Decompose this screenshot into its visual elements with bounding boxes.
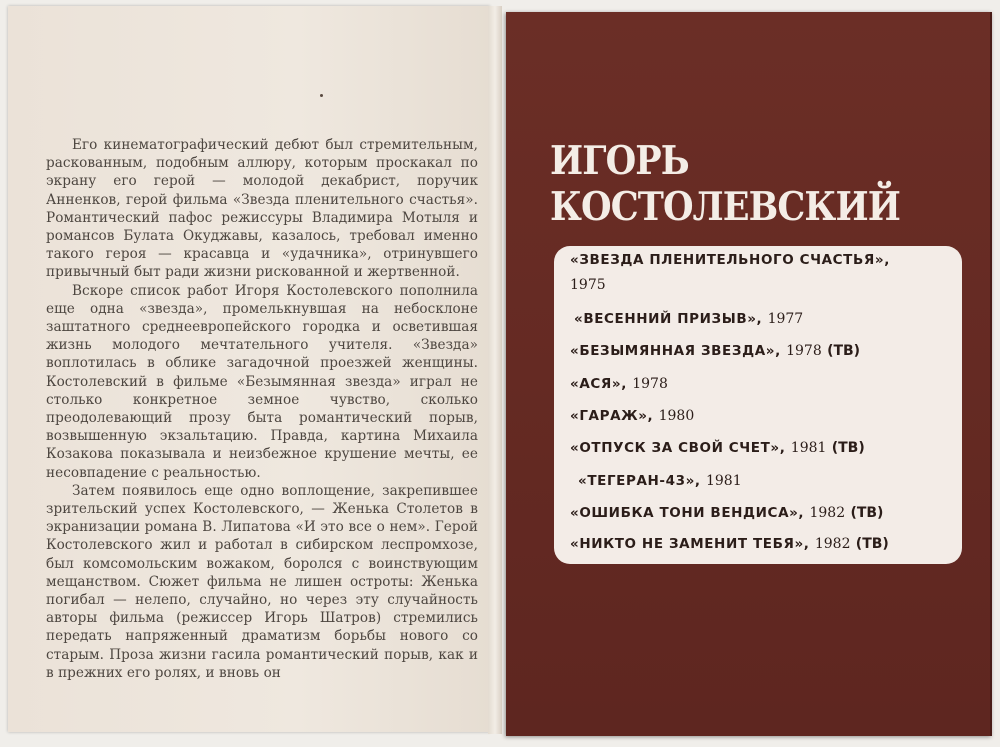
film-year: 1980: [658, 408, 695, 424]
film-item: [570, 536, 889, 552]
film-item: [570, 376, 668, 392]
left-page: [8, 6, 490, 732]
film-item: [570, 252, 890, 268]
film-year: 1978: [632, 376, 668, 392]
film-year: 1975: [570, 277, 606, 293]
film-year: 1982: [809, 505, 846, 521]
film-title: «АСЯ»,: [570, 376, 627, 392]
film-title: «ВЕСЕННИЙ ПРИЗЫВ»,: [574, 311, 763, 327]
film-year: 1981: [790, 440, 827, 456]
film-title: «ОТПУСК ЗА СВОЙ СЧЕТ»,: [570, 440, 786, 456]
film-title: «ОШИБКА ТОНИ ВЕНДИСА»,: [570, 505, 805, 521]
film-title: «ЗВЕЗДА ПЛЕНИТЕЛЬНОГО СЧАСТЬЯ»,: [570, 252, 890, 268]
film-item: [570, 505, 883, 521]
ink-speck: [320, 94, 323, 97]
film-item: [578, 473, 742, 489]
film-title: «ГАРАЖ»,: [570, 408, 654, 424]
cover-page: [506, 12, 992, 736]
paragraph-2: Вскоре список работ Игоря Костолевского пополнила еще одна «звезда», промелькнувшая на небосклоне заштатного среднеевропейского городка и осветившая жизнь молодого мечтательного учителя. «Звезда» воплотилась в облике загадочной проезжей женщины. Костолевский в фильме «Безымянная звезда» играл не столько конкретное земное чувство, сколько преодолевающий прозу быта романтический порыв, возвышенную экзальтацию. Правда, картина Михаила Козакова показывала и неизбежное крушение мечты, ее несовпадение с реальностью.: [46, 282, 478, 481]
paragraph-1: Его кинематографический дебют был стремительным, раскованным, подобным аллюру, которым проскакал по экрану его герой — молодой декабрист, поручик Анненков, герой фильма «Звезда пленительного счастья». Романтический пафос режиссуры Владимира Мотыля и романсов Булата Окуджавы, казалось, требовал именно такого героя — красавца и «удачника», отринувшего привычный быт ради жизни рискованной и жертвенной.: [46, 137, 478, 281]
cover-last-name: КОСТОЛЕВСКИЙ: [550, 184, 900, 230]
body-text: [46, 136, 478, 682]
film-year: 1978: [786, 343, 822, 359]
paragraph-3: Затем появилось еще одно воплощение, закрепившее зрительский успех Костолевского, — Женька Столетов в экранизации романа В. Липатова «И это все о нем». Герой Костолевского жил и работал в сибирском леспромхозе, был комсомольским вожаком, боролся с воинствующим мещанством. Сюжет фильма не лишен остроты: Женька погибал — нелепо, случайно, но через эту случайность авторы фильма (режиссер Игорь Шатров) стремились передать напряженный драматизм борьбы нового со старым. Проза жизни гасила романтический порыв, как и в прежних его ролях, и вновь он: [46, 482, 478, 681]
filmography-box: [554, 246, 962, 564]
film-year: 1977: [767, 311, 804, 327]
film-item: [570, 408, 694, 424]
film-item: [570, 440, 865, 456]
book-gutter: [488, 6, 502, 734]
cover-first-name: ИГОРЬ: [550, 138, 689, 184]
tv-badge: (ТВ): [831, 440, 865, 456]
film-item: [570, 343, 860, 359]
film-title: «ТЕГЕРАН-43»,: [578, 473, 701, 489]
film-item: [570, 277, 606, 293]
film-year: 1981: [705, 473, 742, 489]
film-title: «БЕЗЫМЯННАЯ ЗВЕЗДА»,: [570, 343, 781, 359]
tv-badge: (ТВ): [827, 343, 861, 359]
tv-badge: (ТВ): [855, 536, 889, 552]
tv-badge: (ТВ): [850, 505, 884, 521]
film-title: «НИКТО НЕ ЗАМЕНИТ ТЕБЯ»,: [570, 536, 810, 552]
film-item: [574, 311, 803, 327]
film-year: 1982: [814, 536, 851, 552]
